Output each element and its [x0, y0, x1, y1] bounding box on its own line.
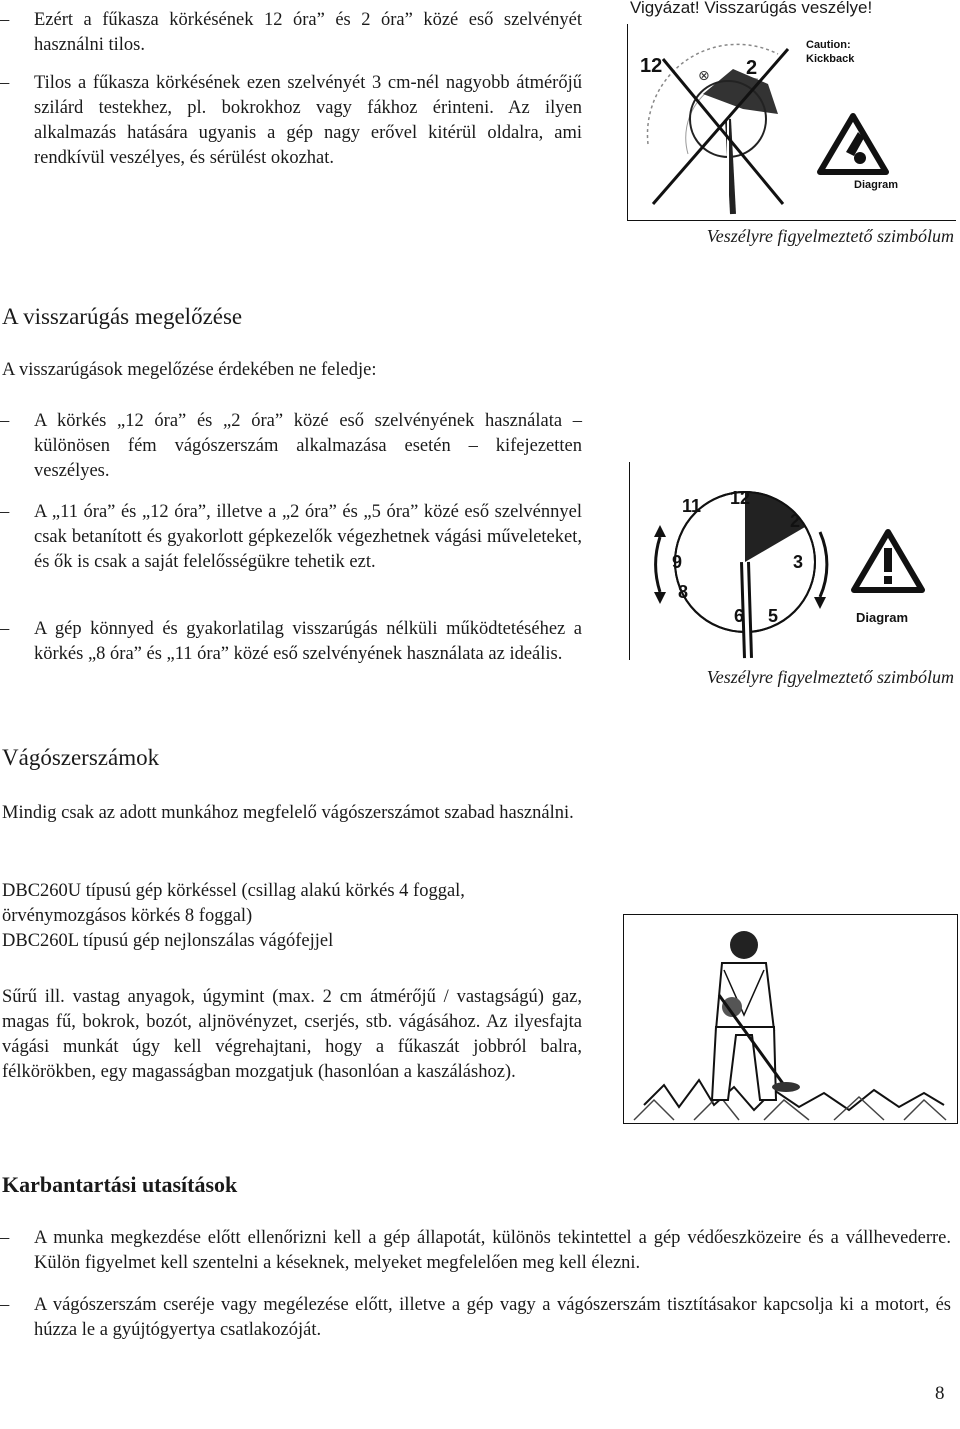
svg-text:⊗: ⊗: [698, 67, 710, 83]
operator-illustration: [624, 915, 957, 1123]
caution-subtitle: Kickback: [806, 53, 855, 65]
warning-bullet: – Tilos a fűkasza körkésének ezen szelvényét 3 cm-nél nagyobb átmérőjű szilárd testekhez, pl. bokrokhoz vagy fákhoz érinteni. Az ilyen alkalmazás hatására ugyanis a gép nagy erővel kitérül oldalra, ami rendkívül veszélyes, és sérülést okozhat.: [0, 73, 582, 168]
tools-paragraph-2: [2, 879, 582, 954]
bullet-text: A munka megkezdése előtt ellenőrizni kell a gép állapotát, különös tekintettel a gép védőeszközeire és a vállhevederre. Külön figyelmet kell szentelni a késeknek, melyeket megfelelően meg kell élezni.: [34, 1228, 951, 1273]
section-title-prevention: A visszarúgás megelőzése: [2, 304, 243, 329]
clock-label-3: 3: [793, 552, 804, 572]
tools-paragraph-3: Sűrű ill. vastag anyagok, úgymint (max. 2 cm átmérőjű / vastagságú) gaz, magas fű, bokrok, bozót, aljnövényzet, cserjés, stb. vágásához. Az ilyesfajta vágási munkát úgy kell végrehajtani, hogy a fűkaszát jobbról balra, félkörökben, egy magasságban mozgatjuk (hasonlóan a kaszáláshoz).: [2, 987, 582, 1082]
diagram-label: Diagram: [856, 610, 909, 625]
clock-label-2: 2: [746, 57, 758, 79]
clock-diagram-image: [630, 462, 958, 660]
kickback-diagram-image: [628, 24, 956, 220]
figure1-heading: Vigyázat! Visszarúgás veszélye!: [630, 0, 873, 17]
diagram-label: Diagram: [854, 179, 899, 191]
tools-paragraph-1: Mindig csak az adott munkához megfelelő vágószerszámot szabad használni.: [2, 803, 574, 823]
warning-bullet: – Ezért a fűkasza körkésének 12 óra” és 2 óra” közé eső szelvényét használni tilos.: [0, 10, 582, 55]
section-title-tools: Vágószerszámok: [2, 745, 160, 770]
clock-label-5: 5: [768, 606, 779, 626]
warning-triangle-icon: [820, 116, 886, 172]
operator-figure: [623, 914, 958, 1124]
section-title-maintenance: Karbantartási utasítások: [2, 1172, 238, 1197]
warning-triangle-icon: [854, 532, 922, 590]
kickback-figure: [627, 24, 956, 221]
maintenance-bullet: – A munka megkezdése előtt ellenőrizni kell a gép állapotát, különös tekintettel a gép védőeszközeire és a vállhevederre. Külön figyelmet kell szentelni a késeknek, melyeket megfelelően meg kell élezni.: [0, 1228, 951, 1273]
clock-label-11: 11: [682, 496, 702, 516]
caution-title: Caution:: [806, 39, 851, 51]
clock-label-8: 8: [678, 582, 689, 602]
bullet-text: A „11 óra” és „12 óra”, illetve a „2 óra” és „5 óra” közé eső szelvénnyel csak betanított és gyakorlott gépkezelők végezhetnek vágási műveleteket, és ők is csak a saját felelősségükre tehetik ezt.: [34, 502, 582, 572]
bullet-text: A gép könnyed és gyakorlatilag visszarúgás nélküli működtetéséhez a körkés „8 óra” és „11 óra” közé eső szelvényének használata az ideális.: [34, 619, 582, 664]
page-number: 8: [935, 1383, 945, 1404]
maintenance-bullet: – A vágószerszám cseréje vagy megélezése előtt, illetve a gép vagy a vágószerszám tisztításakor kapcsolja ki a motort, és húzza le a gyújtógyertya csatlakozóját.: [0, 1295, 951, 1340]
bullet-text: A körkés „12 óra” és „2 óra” közé eső szelvényének használata – különösen fém vágószerszám alkalmazása esetén – kifejezetten veszélyes.: [34, 411, 582, 481]
clock-label-2: 2: [790, 511, 801, 531]
prevention-bullet: – A gép könnyed és gyakorlatilag visszarúgás nélküli működtetéséhez a körkés „8 óra” és „11 óra” közé eső szelvényének használata az ideális.: [0, 619, 582, 664]
clock-figure: [629, 462, 958, 660]
prevention-bullet: – A „11 óra” és „12 óra”, illetve a „2 óra” és „5 óra” közé eső szelvénnyel csak betanított és gyakorlott gépkezelők végezhetnek vágási műveleteket, és ők is csak a saját felelősségükre tehetik ezt.: [0, 502, 582, 572]
bullet-text: A vágószerszám cseréje vagy megélezése előtt, illetve a gép vagy a vágószerszám tisztításakor kapcsolja ki a motort, és húzza le a gyújtógyertya csatlakozóját.: [34, 1295, 951, 1340]
figure1-caption: Veszélyre figyelmeztető szimbólum: [706, 226, 954, 246]
clock-label-9: 9: [672, 552, 683, 572]
clock-label-12: 12: [640, 55, 663, 77]
prevention-bullet: – A körkés „12 óra” és „2 óra” közé eső szelvényének használata – különösen fém vágószerszám alkalmazása esetén – kifejezetten veszélyes.: [0, 411, 582, 481]
section-subtitle-prevention: A visszarúgások megelőzése érdekében ne feledje:: [2, 360, 377, 380]
bullet-text: Ezért a fűkasza körkésének 12 óra” és 2 óra” közé eső szelvényét használni tilos.: [34, 10, 582, 55]
figure2-caption: Veszélyre figyelmeztető szimbólum: [706, 667, 954, 687]
bullet-text: Tilos a fűkasza körkésének ezen szelvényét 3 cm-nél nagyobb átmérőjű szilárd testekhez, pl. bokrokhoz vagy fákhoz érinteni. Az ilyen alkalmazás hatására ugyanis a gép nagy erővel kitérül oldalra, ami rendkívül veszélyes, és sérülést okozhat.: [34, 73, 582, 168]
tools-model-u: DBC260U típusú gép körkéssel (csillag alakú körkés 4 foggal, örvénymozgásos körkés 8 foggal): [2, 881, 465, 926]
clock-label-6: 6: [734, 606, 745, 626]
tools-model-l: DBC260L típusú gép nejlonszálas vágófejjel: [2, 931, 334, 951]
clock-label-12: 12: [730, 488, 751, 508]
